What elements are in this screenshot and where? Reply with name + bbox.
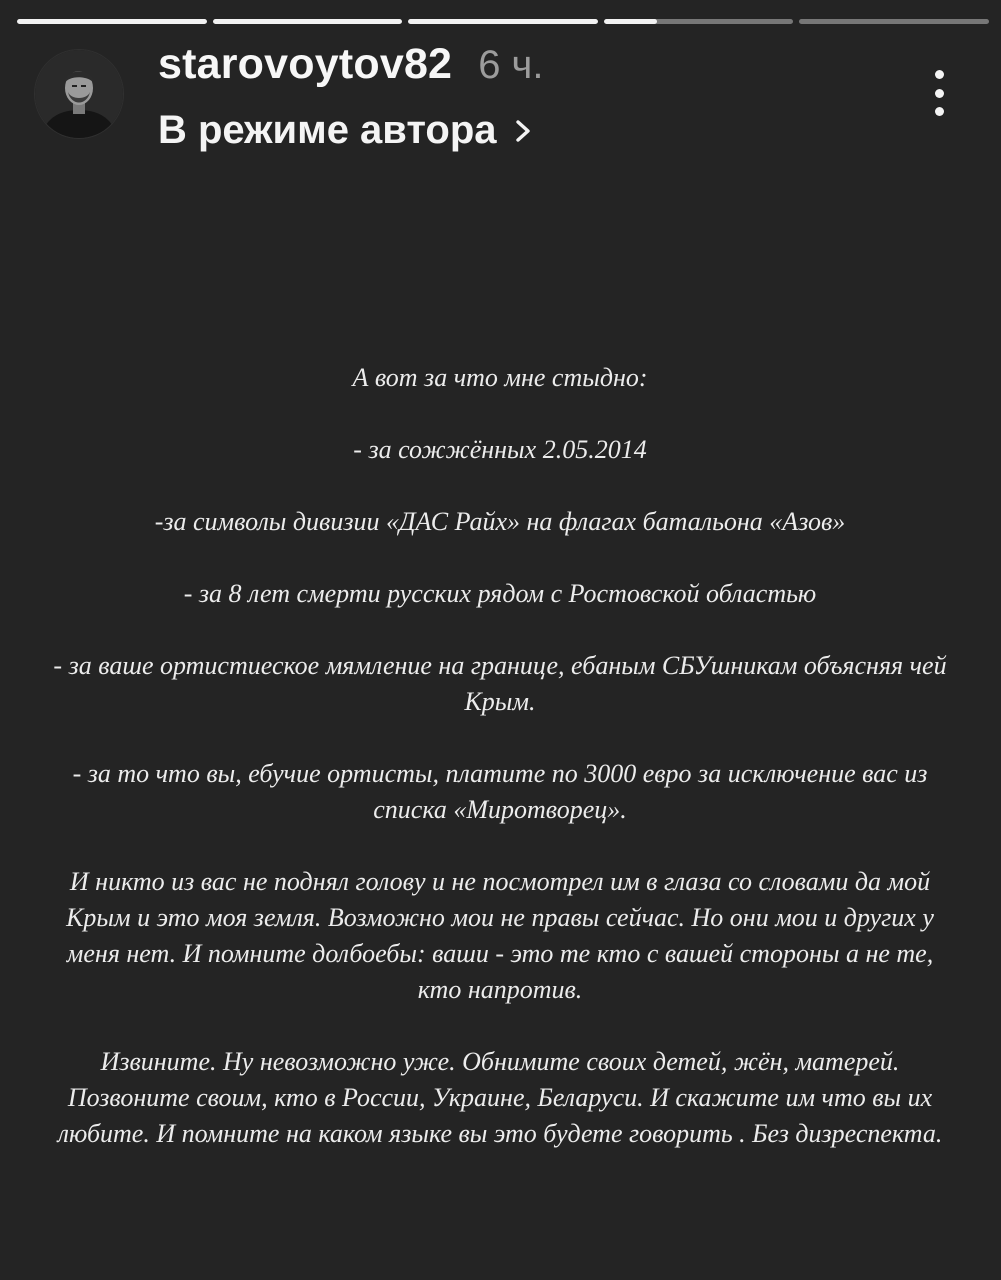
progress-segment: [604, 19, 794, 24]
story-paragraph: - за 8 лет смерти русских рядом с Ростовской областью: [183, 579, 817, 608]
user-avatar[interactable]: [35, 50, 123, 138]
author-mode-link[interactable]: [158, 108, 535, 153]
avatar-photo-icon: [35, 50, 123, 138]
header-user-info: [158, 40, 544, 89]
progress-segment: [799, 19, 989, 24]
story-paragraph: - за то что вы, ебучие ортисты, платите по 3000 евро за исключение вас из списка «Миротворец».: [72, 759, 928, 824]
story-progress-bar: [17, 19, 989, 24]
progress-fill: [408, 19, 598, 24]
progress-fill: [17, 19, 207, 24]
progress-segment: [213, 19, 403, 24]
chevron-right-icon: [511, 114, 535, 148]
more-vertical-icon: [935, 89, 944, 98]
progress-fill: [213, 19, 403, 24]
post-time: 6 ч.: [478, 43, 544, 87]
progress-segment: [408, 19, 598, 24]
story-paragraph: И никто из вас не поднял голову и не посмотрел им в глаза со словами да мой Крым и это моя земля. Возможно мои не правы сейчас. Но они мои и других у меня нет. И помните долбоебы: ваши - это те кто с вашей стороны а не те, кто напротив.: [66, 867, 934, 1004]
more-options-button[interactable]: [920, 66, 958, 120]
story-paragraph: - за ваше ортистиеское мямление на границе, ебаным СБУшникам объясняя чей Крым.: [53, 651, 947, 716]
story-paragraph: А вот за что мне стыдно:: [352, 363, 648, 392]
more-vertical-icon: [935, 70, 944, 79]
story-paragraph: -за символы дивизии «ДАС Райх» на флагах батальона «Азов»: [154, 507, 846, 536]
username[interactable]: starovoytov82: [158, 40, 453, 88]
story-paragraph: Извините. Ну невозможно уже. Обнимите своих детей, жён, матерей. Позвоните своим, кто в России, Украине, Беларуси. И скажите им что вы их любите. И помните на каком языке вы это будете говорить . Без дизреспекта.: [57, 1047, 943, 1148]
progress-segment: [17, 19, 207, 24]
more-vertical-icon: [935, 107, 944, 116]
story-text-content: [50, 360, 950, 1188]
progress-fill: [604, 19, 657, 24]
story-paragraph: - за сожжённых 2.05.2014: [353, 435, 647, 464]
author-mode-label: В режиме автора: [158, 108, 497, 152]
